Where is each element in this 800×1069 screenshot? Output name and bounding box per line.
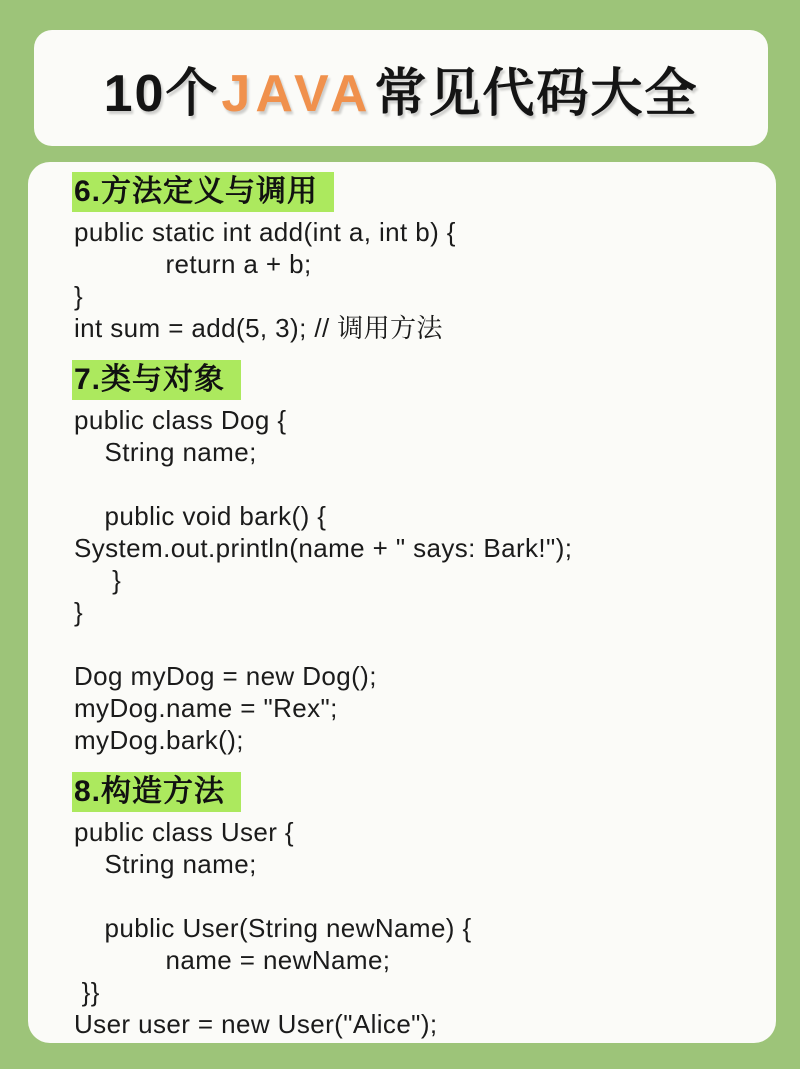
code-line: public class Dog {	[74, 405, 287, 435]
code-block	[74, 404, 776, 756]
title-prefix: 10个	[103, 64, 220, 123]
content-card	[28, 162, 776, 1043]
code-section	[74, 344, 776, 756]
title-accent: JAVA	[221, 64, 373, 123]
code-line: }	[74, 281, 84, 311]
code-line: public User(String newName) {	[74, 913, 472, 943]
code-line: System.out.println(name + " says: Bark!");	[74, 533, 573, 563]
code-line: myDog.name = "Rex";	[74, 693, 338, 723]
code-line: public class User {	[74, 817, 295, 847]
code-line: public static int add(int a, int b) {	[74, 217, 456, 247]
code-line: String name;	[74, 437, 257, 467]
code-line: Dog myDog = new Dog();	[74, 661, 377, 691]
code-section	[74, 756, 776, 1040]
code-line: }}	[74, 977, 100, 1007]
section-heading: 7.类与对象	[72, 360, 241, 400]
code-line: String name;	[74, 849, 257, 879]
code-line: int sum = add(5, 3); // 调用方法	[74, 313, 443, 343]
code-line: return a + b;	[74, 249, 312, 279]
code-line: }	[74, 565, 122, 595]
title-suffix: 常见代码大全	[374, 64, 699, 123]
code-line: name = newName;	[74, 945, 391, 975]
code-line	[74, 468, 776, 500]
section-heading: 6.方法定义与调用	[72, 172, 334, 212]
code-line: User user = new User("Alice");	[74, 1009, 438, 1039]
section-heading: 8.构造方法	[72, 772, 241, 812]
code-line: myDog.bark();	[74, 725, 244, 755]
code-line	[74, 880, 776, 912]
page-title	[104, 51, 699, 126]
code-line: public void bark() {	[74, 501, 327, 531]
code-block	[74, 216, 776, 344]
title-card	[34, 30, 768, 146]
code-block	[74, 816, 776, 1040]
code-section	[74, 172, 776, 344]
code-line: }	[74, 597, 84, 627]
code-line	[74, 628, 776, 660]
